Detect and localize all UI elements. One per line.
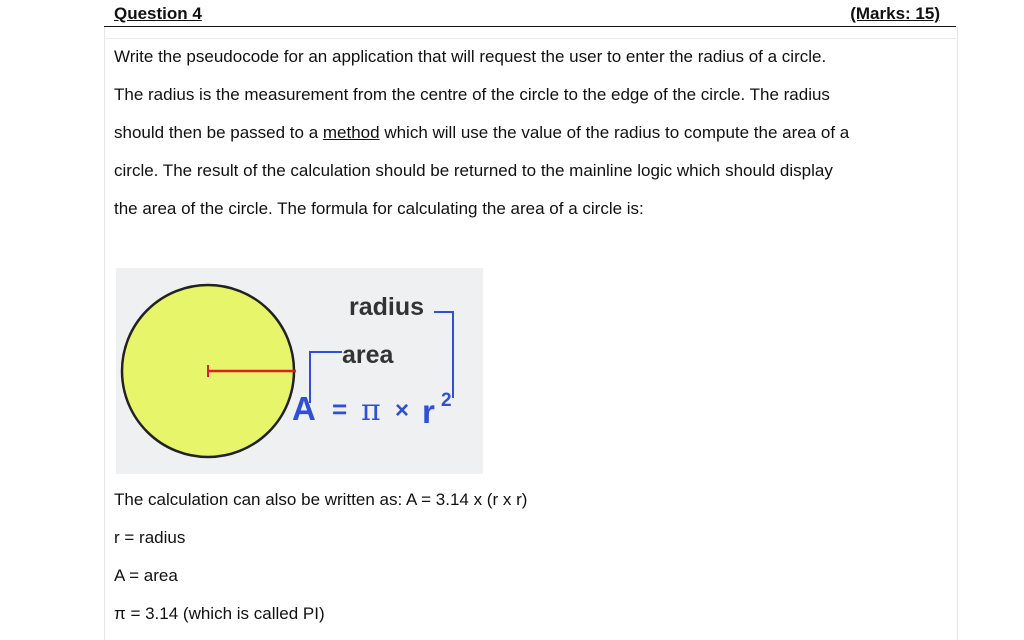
paragraph-text: should then be passed to a xyxy=(114,123,323,142)
paragraph-line xyxy=(114,114,952,152)
radius-bracket xyxy=(434,312,453,398)
formula-exponent: 2 xyxy=(441,390,452,411)
calculation-note: The calculation can also be written as: A = 3.14 x (r x r) xyxy=(114,490,528,509)
area-label: area xyxy=(342,341,394,369)
circle-diagram xyxy=(116,268,483,474)
paragraph-line: Write the pseudocode for an application that will request the user to enter the radius of a circle. xyxy=(114,47,827,66)
formula-pi: π xyxy=(361,393,381,428)
pi-definition: π = 3.14 (which is called PI) xyxy=(114,604,325,623)
paragraph-line: The radius is the measurement from the centre of the circle to the edge of the circle. The radius xyxy=(114,85,830,104)
formula-r: r xyxy=(422,393,435,430)
circle-area-figure xyxy=(116,268,483,474)
a-definition: A = area xyxy=(114,566,178,585)
r-definition: r = radius xyxy=(114,528,186,547)
paragraph-text: which will use the value of the radius to compute the area of a xyxy=(379,123,850,142)
question-header xyxy=(104,0,956,27)
question-marks: (Marks: 15) xyxy=(850,4,940,23)
paragraph-line: circle. The result of the calculation should be returned to the mainline logic which should display xyxy=(114,161,833,180)
formula-equals: = xyxy=(332,394,348,424)
paragraph-line: the area of the circle. The formula for calculating the area of a circle is: xyxy=(114,199,644,218)
formula-times: × xyxy=(395,397,410,424)
question-title: Question 4 xyxy=(114,4,202,23)
method-link[interactable]: method xyxy=(322,123,380,142)
formula-a: A xyxy=(292,390,316,427)
question-paragraph xyxy=(114,38,952,228)
radius-label: radius xyxy=(349,293,425,321)
